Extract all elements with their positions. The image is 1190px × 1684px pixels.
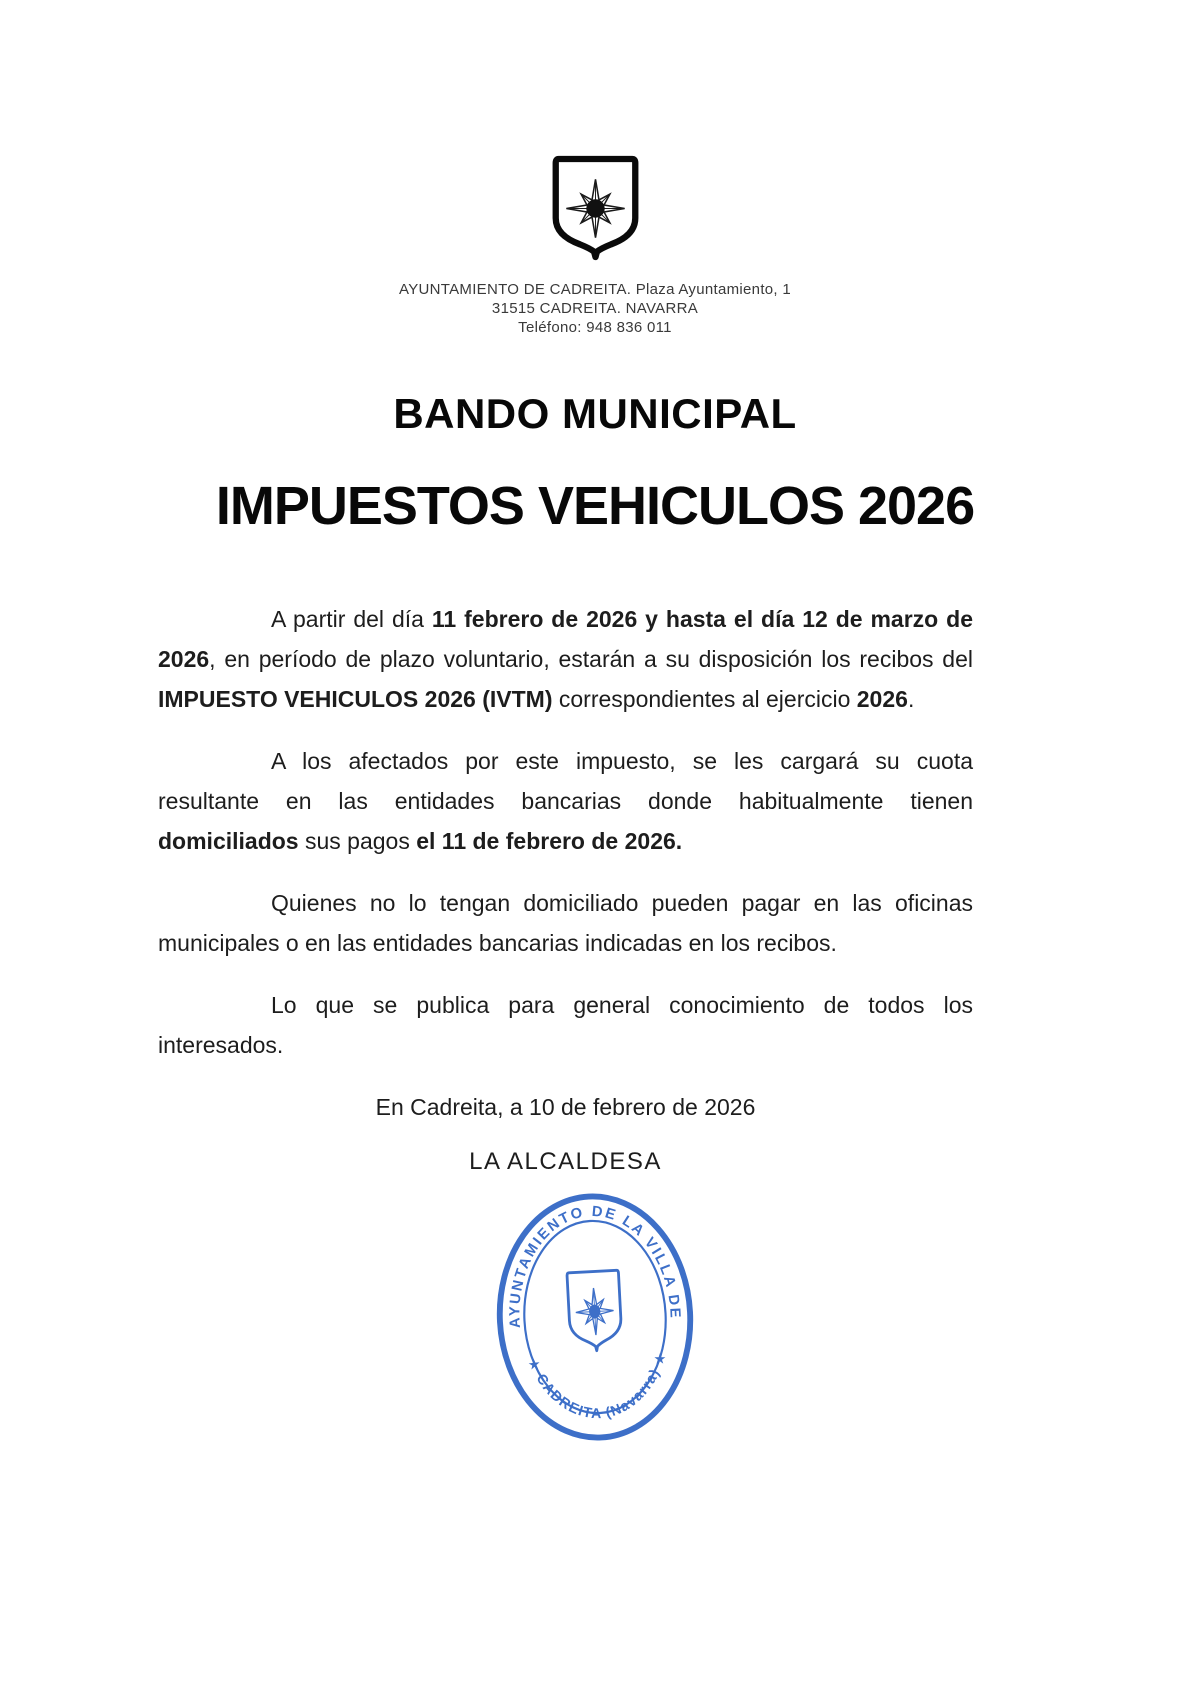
paragraph: Lo que se publica para general conocimiento de todos los interesados. bbox=[158, 992, 973, 1058]
cadreita-coat-of-arms-icon bbox=[547, 152, 644, 264]
document-body bbox=[0, 599, 1190, 1065]
stamp-shield-group bbox=[567, 1270, 623, 1352]
document-subject-title: IMPUESTOS VEHICULOS 2026 bbox=[215, 476, 975, 536]
document-title: BANDO MUNICIPAL bbox=[393, 390, 797, 437]
paragraph: Quienes no lo tengan domiciliado pueden pagar en las oficinas municipales o en las entidades bancarias indicadas en los recibos. bbox=[158, 890, 973, 956]
stamp-top-textpath: AYUNTAMIENTO DE LA VILLA DE bbox=[507, 1203, 683, 1329]
date-line: En Cadreita, a 10 de febrero de 2026 bbox=[375, 1094, 756, 1120]
signature-title: LA ALCALDESA bbox=[469, 1148, 662, 1175]
stamp-bottom-textpath: ★ CADREITA (Navarra) ★ bbox=[523, 1349, 671, 1423]
star-center-dot bbox=[586, 199, 604, 217]
official-stamp bbox=[0, 1189, 1190, 1445]
paragraph: A los afectados por este impuesto, se les cargará su cuota resultante en las entidades bancarias donde habitualmente tienen domiciliados sus pagos el 11 de febrero de 2026. bbox=[158, 748, 973, 854]
letterhead-block bbox=[0, 280, 1190, 337]
letterhead-address-line2: 31515 CADREITA. NAVARRA bbox=[491, 300, 699, 317]
stamp-seal-icon bbox=[485, 1184, 704, 1450]
letterhead-logo bbox=[0, 152, 1190, 264]
letterhead-address-line1: AYUNTAMIENTO DE CADREITA. Plaza Ayuntamiento, 1 bbox=[399, 281, 791, 298]
paragraph: A partir del día 11 febrero de 2026 y hasta el día 12 de marzo de 2026, en período de plazo voluntario, estarán a su disposición los recibos del IMPUESTO VEHICULOS 2026 (IVTM) correspondientes al ejercicio 2026. bbox=[158, 606, 973, 712]
letterhead-phone: Teléfono: 948 836 011 bbox=[518, 319, 672, 336]
